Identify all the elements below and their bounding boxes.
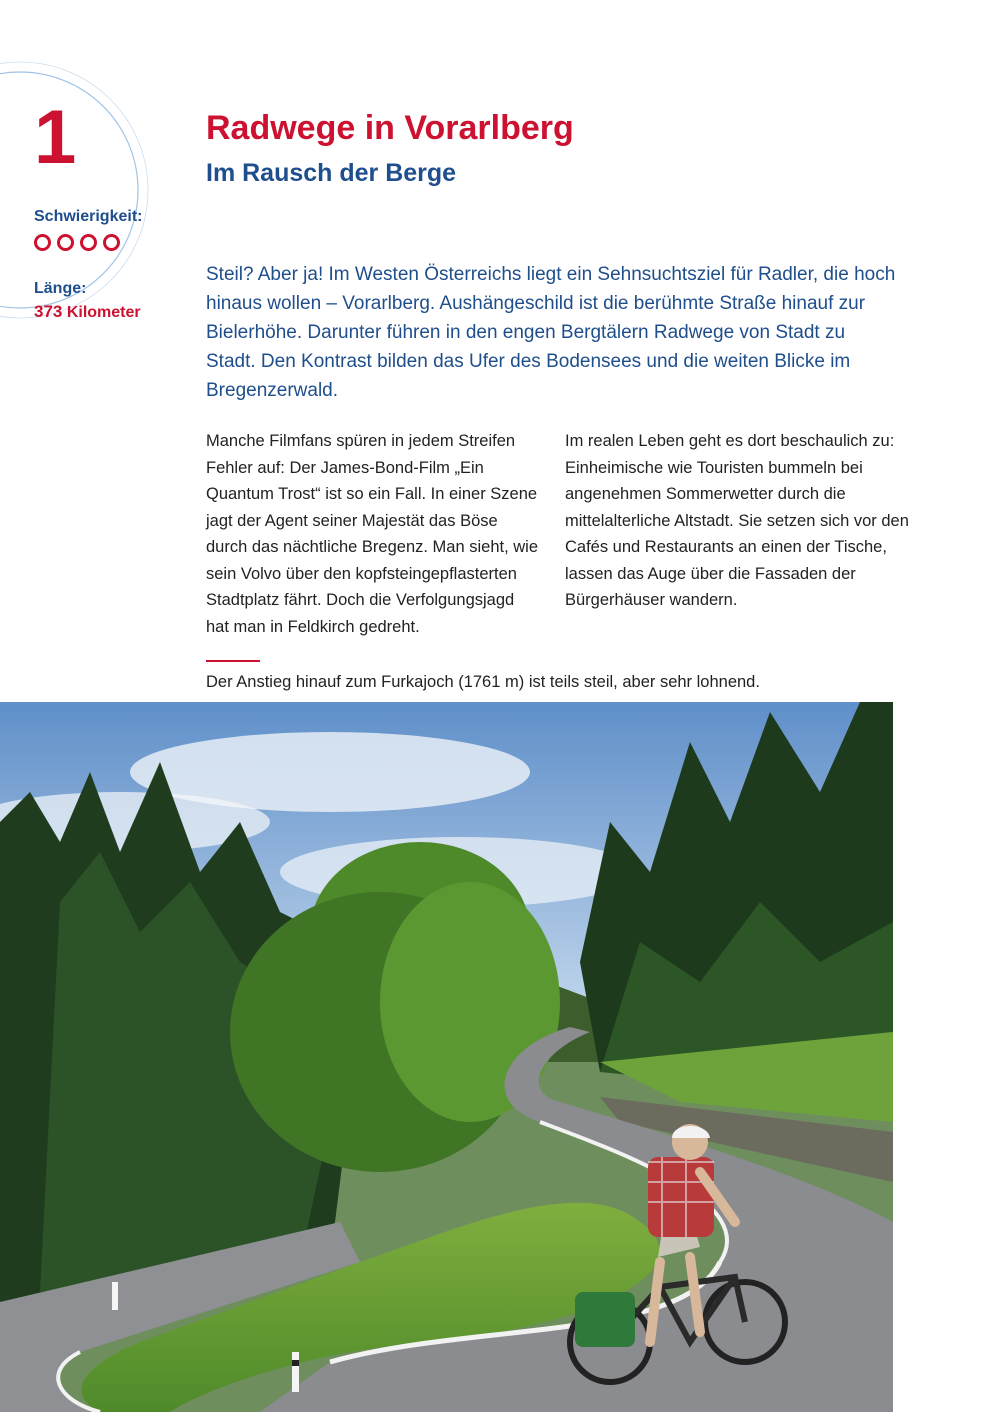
intro-paragraph: Steil? Aber ja! Im Westen Österreichs liegt ein Sehnsuchtsziel für Radler, die hoch hinaus wollen – Vorarlberg. Aushängeschild ist die berühmte Straße hinauf zur Bielerhöhe. Darunter führen in den engen Bergtälern Radwege von Stadt zu Stadt. Den Kontrast bilden das Ufer des Bodensees und die weiten Blicke im Bregenzerwald. (206, 264, 896, 401)
difficulty-dot (57, 234, 74, 251)
difficulty-rating (34, 234, 120, 251)
body-column-right: Im realen Leben geht es dort beschaulich zu: Einheimische wie Touristen bummeln bei angenehmen Sommerwetter durch die mittelalterliche Altstadt. Sie setzen sich vor den Cafés und Restaurants an einen der Tische, lassen das Auge über die Fassaden der Bürgerhäuser wandern. (565, 432, 909, 609)
length-value (34, 302, 141, 322)
route-number: 1 (34, 95, 77, 180)
caption-divider (206, 660, 260, 662)
photo-caption: Der Anstieg hinauf zum Furkajoch (1761 m) ist teils steil, aber sehr lohnend. (206, 673, 760, 691)
difficulty-dot (103, 234, 120, 251)
body-column-left: Manche Filmfans spüren in jedem Streifen Fehler auf: Der James-Bond-Film „Ein Quantum Trost“ ist so ein Fall. In einer Szene jagt der Agent seiner Majestät das Böse durch das nächtliche Bregenz. Man sieht, wie sein Volvo über den kopfsteingepflasterten Stadtplatz fährt. Doch die Verfolgungsjagd hat man in Feldkirch gedreht. (206, 432, 539, 636)
length-number: 373 (34, 302, 63, 321)
difficulty-dot (34, 234, 51, 251)
length-unit: Kilometer (66, 304, 141, 321)
page-title: Radwege in Vorarlberg (206, 109, 574, 147)
difficulty-dot (80, 234, 97, 251)
length-label: Länge: (34, 280, 87, 297)
page-subtitle: Im Rausch der Berge (206, 159, 457, 187)
decorative-arcs (0, 0, 220, 380)
difficulty-label: Schwierigkeit: (34, 208, 143, 225)
photo-illustration (0, 702, 893, 1412)
cycling-photo (0, 702, 893, 1412)
